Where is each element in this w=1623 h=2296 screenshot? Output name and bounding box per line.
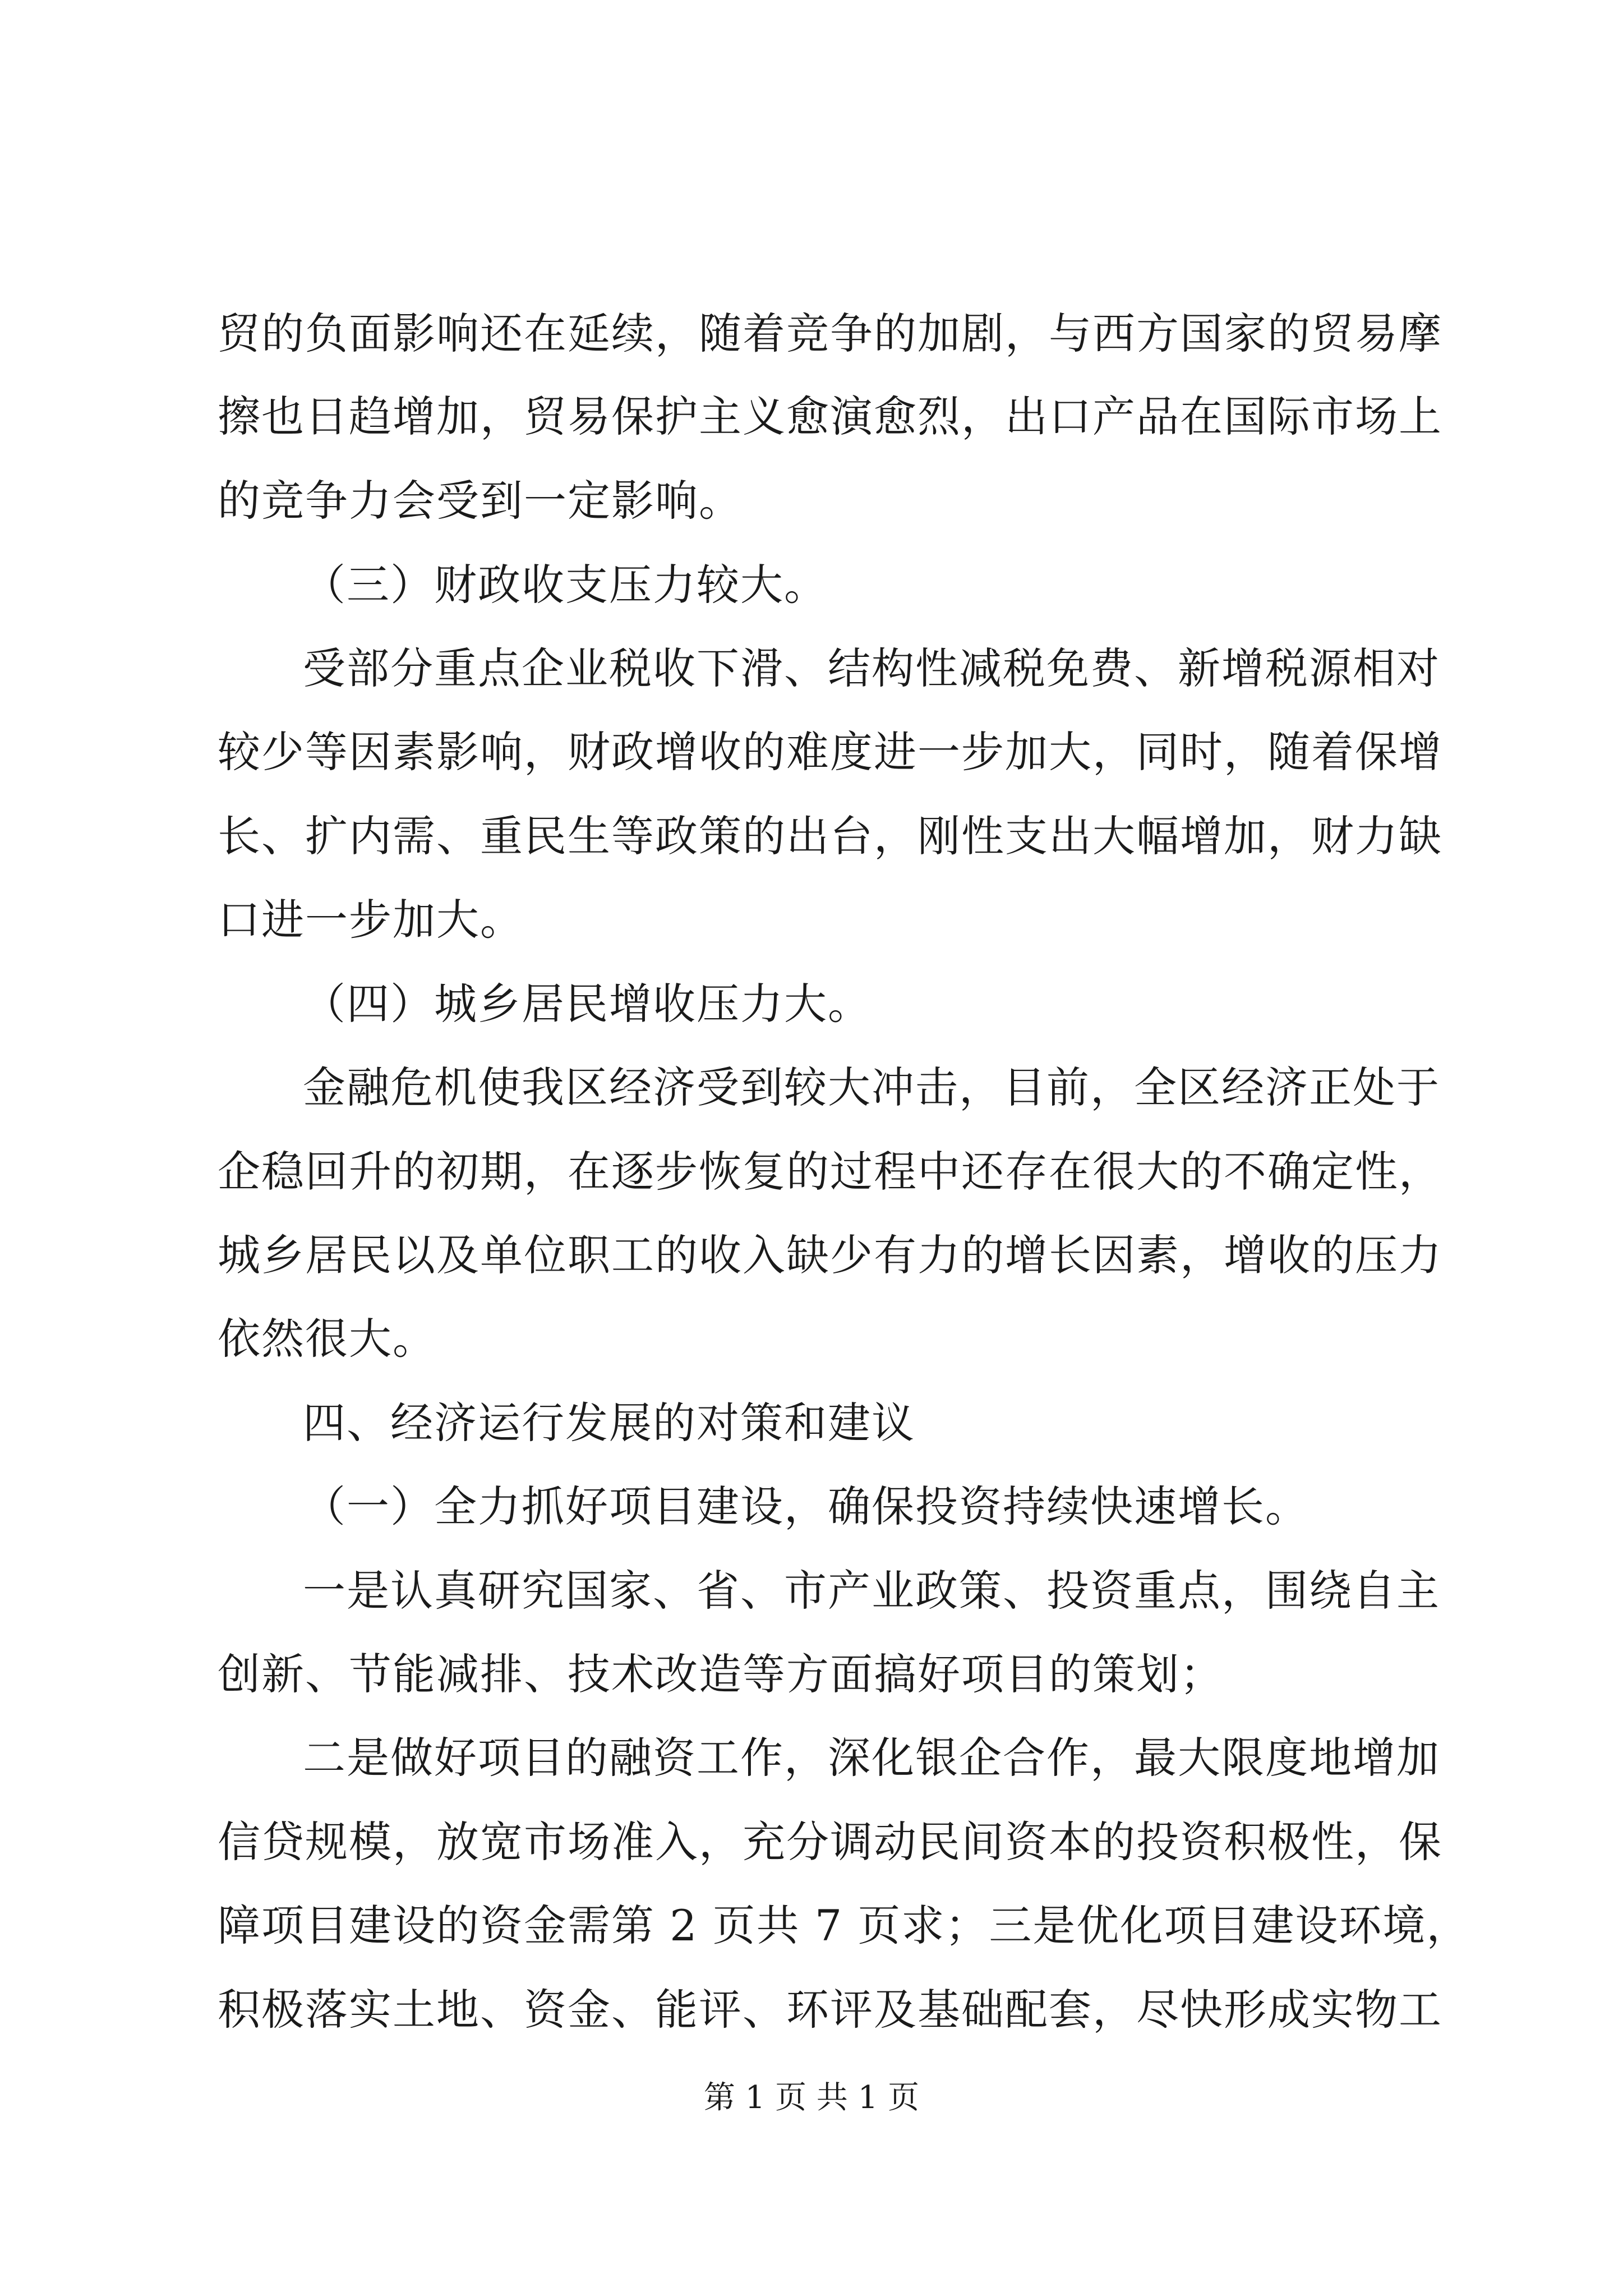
text-line: 的竞争力会受到一定影响。 xyxy=(218,476,743,526)
section-heading: （四）城乡居民增收压力大。 xyxy=(303,979,872,1029)
text-line: 创新、节能减排、技术改造等方面搞好项目的策划； xyxy=(218,1649,1224,1699)
section-heading: 四、经济运行发展的对策和建议 xyxy=(303,1398,915,1448)
text-line: 长、扩内需、重民生等政策的出台，刚性支出大幅增加，财力缺 xyxy=(218,811,1442,861)
text-line: 依然很大。 xyxy=(218,1314,436,1364)
text-line: 受部分重点企业税收下滑、结构性减税免费、新增税源相对 xyxy=(303,643,1440,693)
text-line: 金融危机使我区经济受到较大冲击，目前，全区经济正处于 xyxy=(303,1062,1440,1112)
section-heading: （三）财政收支压力较大。 xyxy=(303,560,828,610)
page-footer: 第 1 页 共 1 页 xyxy=(703,2079,920,2116)
text-line: 擦也日趋增加，贸易保护主义愈演愈烈，出口产品在国际市场上 xyxy=(218,392,1442,441)
text-line: 信贷规模，放宽市场准入，充分调动民间资本的投资积极性，保 xyxy=(218,1817,1442,1867)
text-line: 城乡居民以及单位职工的收入缺少有力的增长因素，增收的压力 xyxy=(218,1230,1442,1280)
text-line: 障项目建设的资金需第 2 页共 7 页求；三是优化项目建设环境， xyxy=(218,1901,1470,1950)
text-line: 二是做好项目的融资工作，深化银企合作，最大限度地增加 xyxy=(303,1733,1440,1783)
text-line: 口进一步加大。 xyxy=(218,895,524,945)
text-line: 一是认真研究国家、省、市产业政策、投资重点，围绕自主 xyxy=(303,1566,1440,1616)
text-line: 积极落实土地、资金、能评、环评及基础配套，尽快形成实物工 xyxy=(218,1985,1442,2035)
text-line: 企稳回升的初期，在逐步恢复的过程中还存在很大的不确定性， xyxy=(218,1147,1442,1197)
text-line: 较少等因素影响，财政增收的难度进一步加大，同时，随着保增 xyxy=(218,727,1442,777)
text-line: 贸的负面影响还在延续，随着竞争的加剧，与西方国家的贸易摩 xyxy=(218,309,1442,358)
section-heading: （一）全力抓好项目建设，确保投资持续快速增长。 xyxy=(303,1481,1309,1531)
